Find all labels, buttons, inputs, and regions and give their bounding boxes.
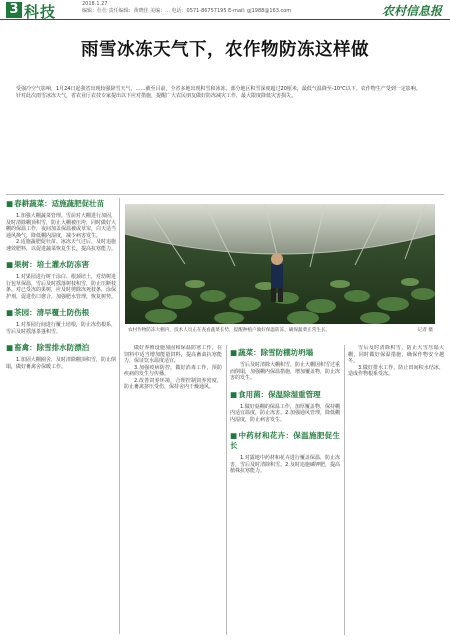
section-title: ■春耕蔬菜：适施蔬肥促壮苗 xyxy=(6,199,105,208)
square-icon: ■ xyxy=(230,431,238,440)
square-icon: ■ xyxy=(6,308,14,317)
square-icon: ■ xyxy=(6,343,14,352)
editor-line: 编辑：仕仕 责任编辑：黄晓佳 美编：... 电话：0571-86757195 E-mail: gj1988@163.com xyxy=(82,8,292,14)
paragraph: 2.改善饲养环境，合理控制饲养密度，防止畜禽挤压受伤，保持舍内干燥通风。 xyxy=(124,377,222,390)
paragraph: 2.适施蔬肥促壮苗。冰冻天气过后，及时追施速效肥料，以促进蔬菜恢复生长，提高抗寒能力。 xyxy=(6,239,116,252)
paragraph: 1.加固大棚圈舍，及时清除棚顶积雪，防止倒塌，做好畜禽舍保暖工作。 xyxy=(6,357,116,370)
column-rule xyxy=(226,345,227,635)
headline: 雨雪冰冻天气下，农作物防冻这样做 xyxy=(81,40,369,60)
column-2 xyxy=(124,345,222,635)
paragraph: 1.对露地中药材和花卉进行覆盖保温，防止冻害，雪后及时清除积雪。2.及时追施磷钾肥，提高植株抗寒能力。 xyxy=(230,455,340,474)
section-title: ■中药材和花卉：保温施肥促生长 xyxy=(230,431,340,450)
section-title: ■蔬菜：除雪防棚坊坍塌 xyxy=(230,348,314,357)
masthead-meta xyxy=(82,1,291,15)
square-icon: ■ xyxy=(6,199,14,208)
lead-paragraph: 受强冷空气影响，1月24日起我省出现较强降雪天气，……截至目前，全省多地出现积雪和冰冻，部分地区积雪深度超过20厘米，最低气温降至-10℃以下。农作物生产受到一定影响。 xyxy=(16,86,421,92)
paragraph: 做好养殖设施加固和保温防寒工作。在饲料中适当增加能量饲料，提高畜禽抗寒能力，保证饮水温度适宜。 xyxy=(124,345,222,364)
column-3 xyxy=(230,345,340,635)
paper-name: 农村信息报 xyxy=(381,4,442,18)
page-number: 3 xyxy=(6,2,22,18)
column-4 xyxy=(348,345,444,635)
column-rule xyxy=(344,345,345,635)
photo-caption-text: 农村作物防冻大棚内，技术人员正在查看蔬菜长势，提醒种植户做好保温防冻，确保蔬菜正常生长。 xyxy=(128,328,331,333)
section-name: 科技 xyxy=(24,3,57,21)
paragraph: 1.对果园进行树干涂白、根颈培土，对幼树进行包草保温，雪后及时摇落树枝积雪，防止压断枝条。对已受冻的果树，应及时剪除冻死枝条，涂保护剂，促进伤口愈合，加强肥水管理，恢复树势。 xyxy=(6,274,116,300)
paragraph: 1.对茶园行间进行覆土培根，防止冻伤根系，雪后及时摇落茶蓬积雪。 xyxy=(6,322,116,335)
section-title: ■果树：培土灌水防冻害 xyxy=(6,260,90,269)
square-icon: ■ xyxy=(6,260,14,269)
section-title: ■茶园：清早覆土防伤根 xyxy=(6,308,90,317)
paragraph: 雪后及时清除大棚积雪，防止大棚因积雪过重而倒塌，加强棚内保温措施，增加覆盖物，防止冻害的发生。 xyxy=(230,362,340,381)
section-title: ■食用菌：保温除湿重管理 xyxy=(230,389,321,399)
masthead xyxy=(0,0,450,20)
square-icon: ■ xyxy=(230,348,238,357)
paragraph: 3.做好排水工作，防止田间积水结冰，造成作物根系受冻。 xyxy=(348,364,444,377)
photo-byline: 记者 摄 xyxy=(417,328,433,333)
greenhouse-photo xyxy=(125,204,435,324)
paragraph: 1.做好菇棚的保温工作，加厚覆盖物，保持棚内适宜温度，防止冻害。2.加强通风管理，降低棚内湿度，防止病害发生。 xyxy=(230,403,340,423)
date-line: 2018.1.27 xyxy=(82,1,108,7)
paragraph: 1.加强大棚蔬菜管理。雪前对大棚进行加固，及时清除棚顶积雪，防止大棚被压垮，同时做好大棚的保温工作，夜间加盖保温被或草帘，白天适当通风换气，降低棚内湿度，减少病害发生。 xyxy=(6,213,116,239)
lead-paragraph: 针对此次雨雪冰冻天气，省农业厅农技专家提出以下应对措施，提醒广大农民朋友做好防冻减灾工作，最大限度降低灾害损失。 xyxy=(16,92,297,99)
section-title: ■畜禽：除雪排水防漂泊 xyxy=(6,343,90,352)
paragraph: 雪后及时清除积雪，防止大雪压塌大棚，同时做好保温措施，确保作物安全越冬。 xyxy=(348,345,444,364)
photo-caption xyxy=(128,328,433,334)
column-1 xyxy=(6,196,116,636)
greenhouse-image xyxy=(125,204,435,324)
column-rule xyxy=(119,198,120,634)
divider xyxy=(6,194,444,195)
square-icon: ■ xyxy=(230,389,238,399)
lead-section xyxy=(6,86,444,99)
paragraph: 3.加强疫病防控，做好消毒工作，预防疾病的发生与传播。 xyxy=(124,364,222,377)
